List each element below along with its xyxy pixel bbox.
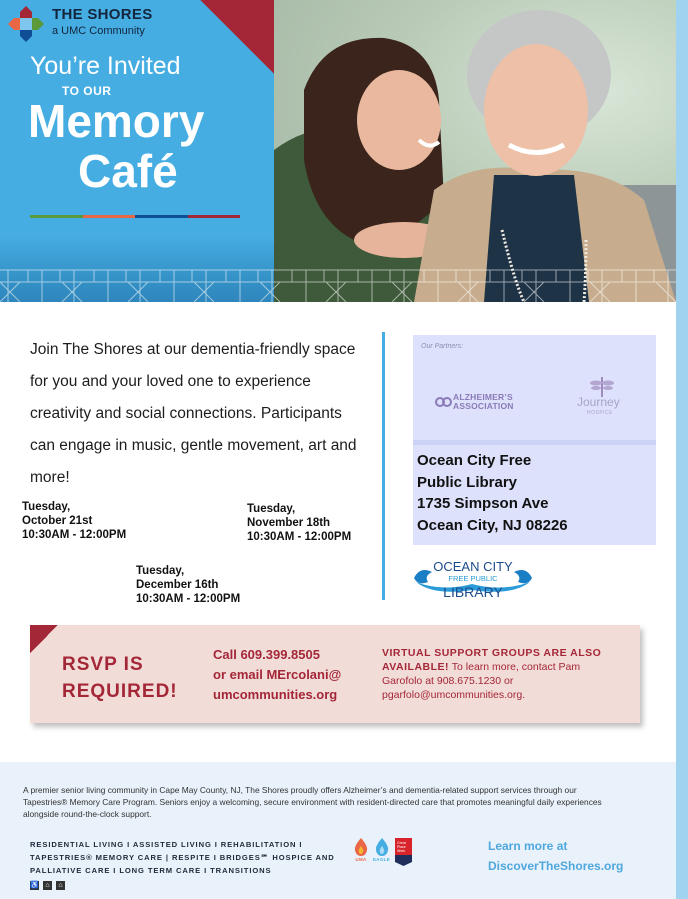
equal-opportunity-icon: ⌂ (56, 881, 65, 890)
red-corner-accent (200, 0, 274, 74)
journey-text: Journey (577, 395, 620, 409)
eagle-flame-icon (375, 838, 389, 856)
website-link[interactable]: DiscoverTheShores.org (488, 859, 624, 873)
svg-text:LIBRARY: LIBRARY (443, 584, 503, 600)
dragonfly-icon (587, 375, 617, 397)
invite-line: You’re Invited (30, 52, 181, 80)
journey-hospice-logo (573, 375, 633, 425)
rsvp-phone[interactable]: Call 609.399.8505 (213, 647, 320, 662)
vertical-divider (382, 332, 385, 600)
brand-name: THE SHORES (52, 6, 153, 23)
alzheimers-association-logo (435, 393, 545, 415)
event-date-october (22, 500, 126, 542)
event-date: December 16th (136, 579, 219, 591)
svg-text:OCEAN CITY: OCEAN CITY (433, 559, 513, 574)
learn-more-label: Learn more at (488, 839, 568, 853)
event-time: 10:30AM - 12:00PM (22, 529, 127, 541)
alzheimers-text: ALZHEIMER’S ASSOCIATION (453, 392, 514, 411)
rsvp-email-part1[interactable]: or email MErcolani@ (213, 667, 342, 682)
rsvp-title: RSVP IS REQUIRED! (62, 654, 178, 702)
event-time: 10:30AM - 12:00PM (247, 531, 352, 543)
award-logos (354, 838, 412, 866)
title-cafe: Café (78, 145, 178, 197)
to-our-label: TO OUR (62, 84, 112, 98)
rsvp-corner-accent (30, 625, 58, 653)
partners-panel (413, 335, 656, 445)
great-place-to-work-badge-icon (395, 838, 412, 866)
event-day: Tuesday, (136, 565, 185, 577)
hero-banner (0, 0, 676, 302)
svg-text:Great: Great (397, 841, 406, 845)
svg-text:FREE PUBLIC: FREE PUBLIC (448, 574, 498, 583)
venue-address (413, 445, 656, 545)
event-day: Tuesday, (247, 503, 296, 515)
accessibility-icons (30, 881, 65, 890)
ocean-city-library-logo (412, 558, 534, 600)
event-date-december (136, 564, 240, 606)
equal-housing-icon: ⌂ (43, 881, 52, 890)
rsvp-contact (213, 645, 341, 705)
hero-photo (274, 0, 676, 302)
geometric-pattern (0, 268, 676, 302)
venue-line4: Ocean City, NJ 08226 (417, 516, 568, 534)
wheelchair-icon: ♿ (30, 882, 39, 889)
event-time: 10:30AM - 12:00PM (136, 593, 241, 605)
uma-award: UMA (354, 838, 368, 862)
uma-flame-icon (354, 838, 368, 856)
event-date: October 21st (22, 515, 93, 527)
the-shores-logo-icon (6, 4, 46, 44)
rsvp-email-part2[interactable]: umcommunities.org (213, 687, 338, 702)
event-date: November 18th (247, 517, 331, 529)
services-list: RESIDENTIAL LIVING I ASSISTED LIVING I REHABILITATION I TAPESTRIES® MEMORY CARE | RESPITE I BRIDGES℠ HOSPICE AND PALLIATIVE CARE I LONG TERM CARE I TRANSITIONS (30, 840, 335, 875)
alzheimers-mark-icon (435, 395, 453, 411)
virtual-support-heading: VIRTUAL SUPPORT GROUPS ARE ALSO AVAILABLE! (382, 647, 602, 673)
event-date-november (247, 502, 351, 544)
learn-more (488, 836, 623, 876)
right-edge-strip (676, 0, 688, 899)
journey-sub: HOSPICE (587, 410, 614, 416)
virtual-support-text: To learn more, contact Pam Garofolo at 908.675.1230 or pgarfolo@umcommunities.org. (382, 661, 581, 701)
eagle-award: EAGLE (373, 838, 390, 862)
virtual-support-info (382, 646, 612, 702)
rsvp-panel (30, 625, 640, 723)
photo-women-icon (274, 0, 676, 302)
venue-line1: Ocean City Free (417, 452, 532, 469)
brand-color-bar (30, 215, 240, 218)
title-memory: Memory (28, 95, 205, 147)
footer (0, 762, 676, 899)
event-day: Tuesday, (22, 501, 71, 513)
svg-text:Place: Place (397, 845, 406, 849)
svg-text:Work: Work (397, 849, 406, 853)
venue-line2: Public Library (417, 473, 518, 491)
partners-label: Our Partners: (421, 343, 464, 350)
footer-blurb: A premier senior living community in Cape May County, NJ, The Shores proudly offers Alzheimer’s and dementia-related support services through our Tapestries® Memory Care Program. Seniors enjoy a welcoming, secure environment with resident-directed care that promotes meaningful daily experiences alongside round-the-clock support. (23, 785, 602, 819)
brand-subtitle: a UMC Community (52, 25, 145, 37)
intro-paragraph: Join The Shores at our dementia-friendly space for you and your loved one to experience creativity and social connections. Participants can engage in music, gentle movement, art and more! (30, 341, 357, 486)
venue-line3: 1735 Simpson Ave (417, 495, 549, 512)
